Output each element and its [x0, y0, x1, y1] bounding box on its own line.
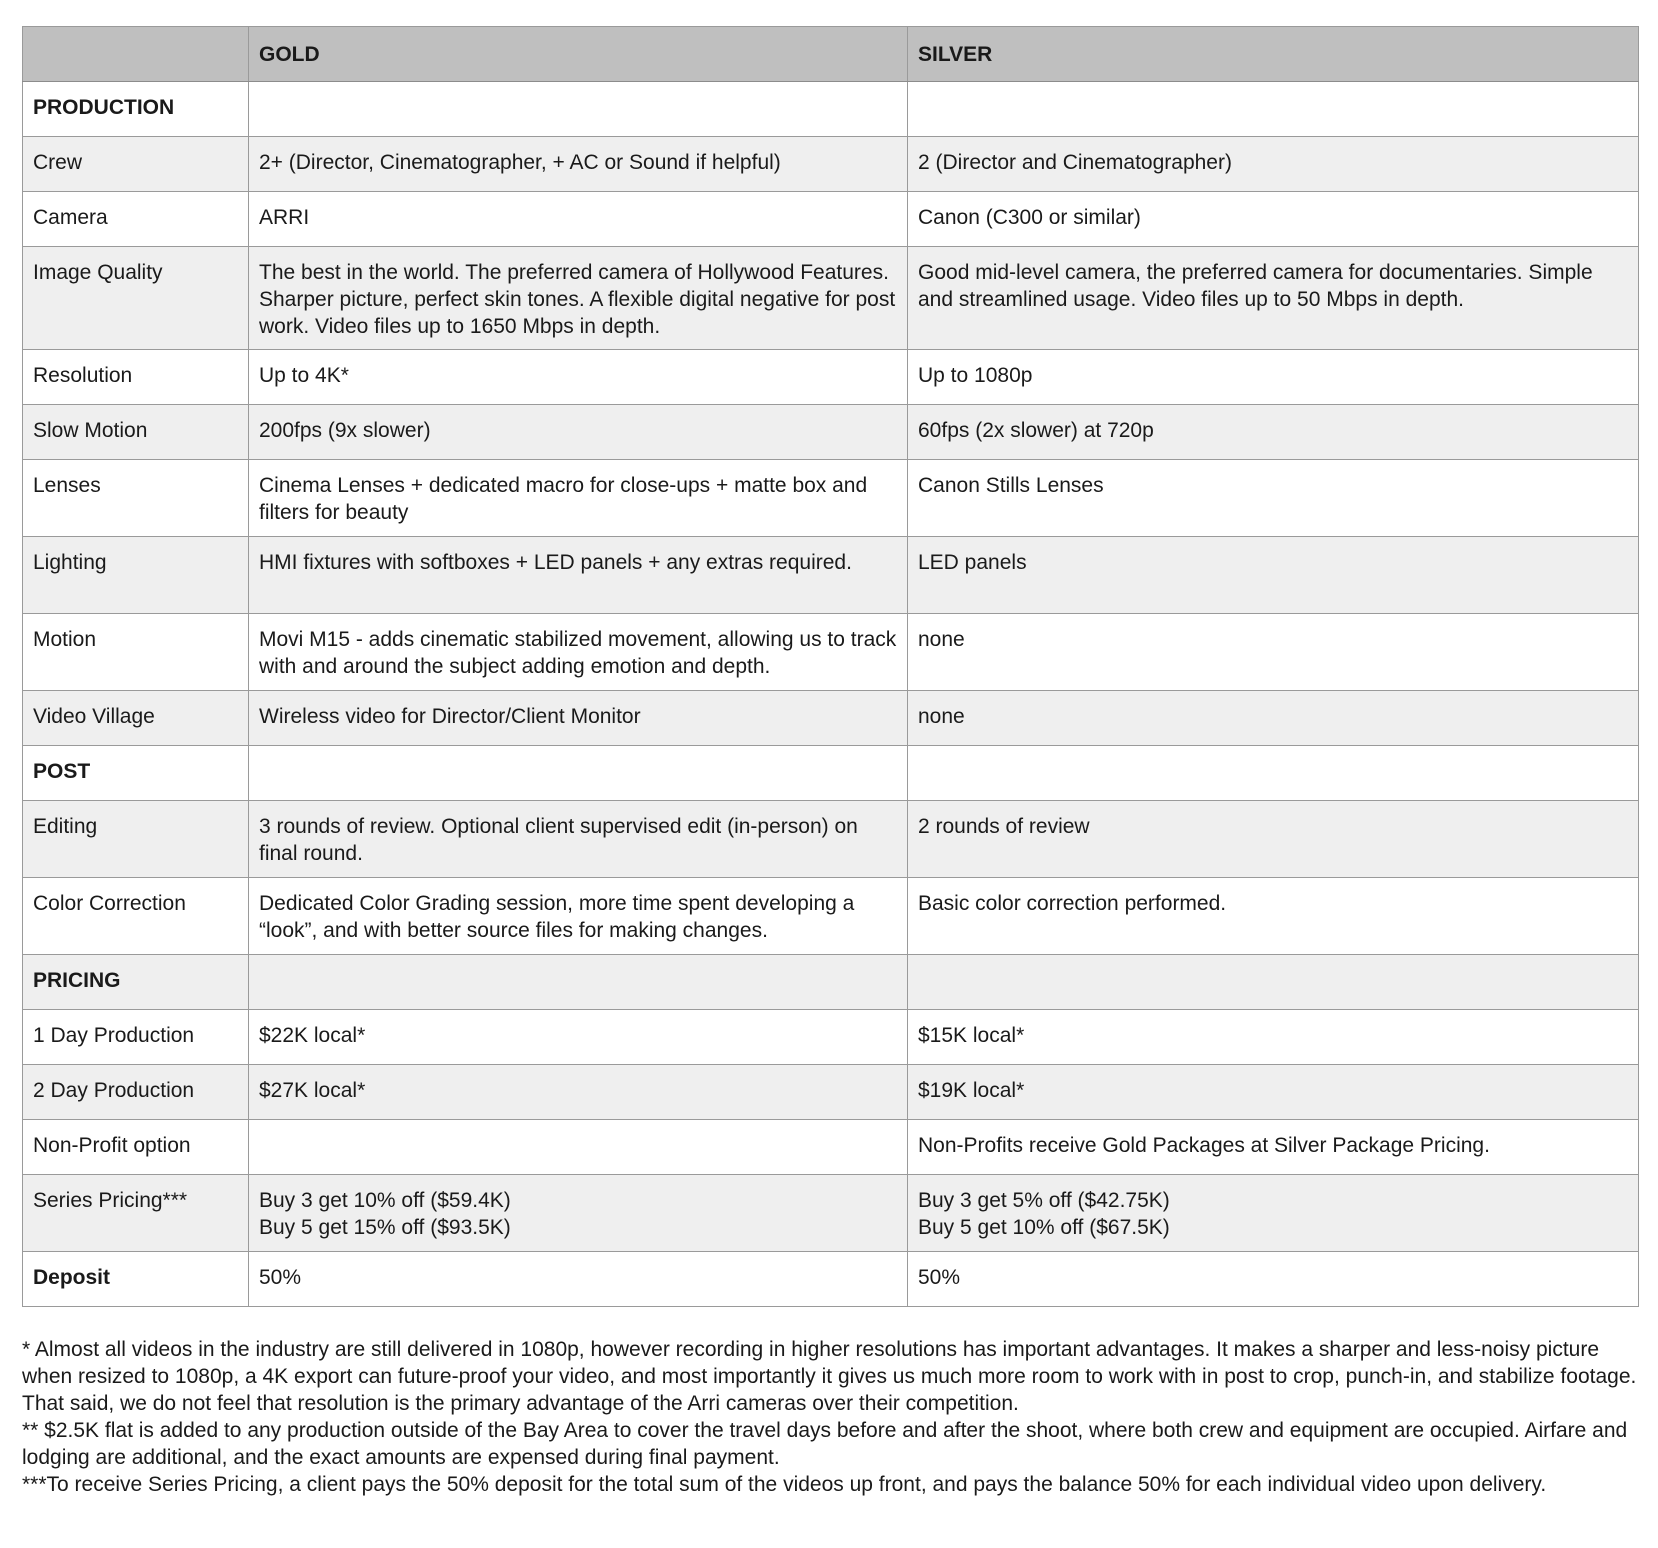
- section-label: POST: [23, 746, 249, 801]
- silver-cell: [908, 82, 1639, 137]
- silver-cell: [908, 955, 1639, 1010]
- silver-cell: Up to 1080p: [908, 350, 1639, 405]
- gold-cell: Dedicated Color Grading session, more time spent developing a “look”, and with better source files for making changes.: [249, 878, 908, 955]
- row-label: Deposit: [23, 1252, 249, 1307]
- header-corner-cell: [23, 27, 249, 82]
- footnote-travel: ** $2.5K flat is added to any production outside of the Bay Area to cover the travel days before and after the shoot, where both crew and equipment are occupied. Airfare and lodging are additional, and the exact amounts are expensed during final payment.: [22, 1419, 1628, 1469]
- gold-series-line-1: Buy 3 get 10% off ($59.4K): [259, 1189, 511, 1212]
- footnote-series-pricing: ***To receive Series Pricing, a client pays the 50% deposit for the total sum of the videos up front, and pays the balance 50% for each individual video upon delivery.: [22, 1473, 1547, 1496]
- table-row-lighting: [23, 537, 1639, 614]
- gold-cell: ARRI: [249, 192, 908, 247]
- silver-cell: none: [908, 614, 1639, 691]
- silver-cell: Good mid-level camera, the preferred camera for documentaries. Simple and streamlined usage. Video files up to 50 Mbps in depth.: [908, 247, 1639, 350]
- row-label: Image Quality: [23, 247, 249, 350]
- section-label: PRICING: [23, 955, 249, 1010]
- row-label: Slow Motion: [23, 405, 249, 460]
- table-row-resolution: [23, 350, 1639, 405]
- row-label: Crew: [23, 137, 249, 192]
- gold-cell: $22K local*: [249, 1010, 908, 1065]
- row-label: Non-Profit option: [23, 1120, 249, 1175]
- silver-cell: Basic color correction performed.: [908, 878, 1639, 955]
- gold-cell: Cinema Lenses + dedicated macro for close-ups + matte box and filters for beauty: [249, 460, 908, 537]
- silver-cell: Non-Profits receive Gold Packages at Silver Package Pricing.: [908, 1120, 1639, 1175]
- gold-cell: HMI fixtures with softboxes + LED panels + any extras required.: [249, 537, 908, 614]
- header-gold: GOLD: [249, 27, 908, 82]
- table-row-image-quality: [23, 247, 1639, 350]
- silver-cell: [908, 1175, 1639, 1252]
- silver-cell: 60fps (2x slower) at 720p: [908, 405, 1639, 460]
- table-row-video-village: [23, 691, 1639, 746]
- row-label: Color Correction: [23, 878, 249, 955]
- section-label: PRODUCTION: [23, 82, 249, 137]
- row-label: Lighting: [23, 537, 249, 614]
- silver-cell: 50%: [908, 1252, 1639, 1307]
- table-row-color-correction: [23, 878, 1639, 955]
- footnote-resolution: * Almost all videos in the industry are still delivered in 1080p, however recording in higher resolutions has important advantages. It makes a sharper and less-noisy picture when resized to 1080p, a 4K export can future-proof your video, and most importantly it gives us much more room to work with in post to crop, punch-in, and stabilize footage. That said, we do not feel that resolution is the primary advantage of the Arri cameras over their competition.: [22, 1338, 1637, 1415]
- silver-cell: $19K local*: [908, 1065, 1639, 1120]
- section-row-post: [23, 746, 1639, 801]
- table-row-motion: [23, 614, 1639, 691]
- row-label: Camera: [23, 192, 249, 247]
- table-row-camera: [23, 192, 1639, 247]
- section-row-pricing: [23, 955, 1639, 1010]
- gold-series-line-2: Buy 5 get 15% off ($93.5K): [259, 1216, 511, 1239]
- gold-cell: Movi M15 - adds cinematic stabilized movement, allowing us to track with and around the subject adding emotion and depth.: [249, 614, 908, 691]
- gold-cell: 50%: [249, 1252, 908, 1307]
- table-row-series-pricing: [23, 1175, 1639, 1252]
- silver-cell: 2 (Director and Cinematographer): [908, 137, 1639, 192]
- gold-cell: $27K local*: [249, 1065, 908, 1120]
- row-label: Lenses: [23, 460, 249, 537]
- gold-cell: Wireless video for Director/Client Monitor: [249, 691, 908, 746]
- silver-cell: $15K local*: [908, 1010, 1639, 1065]
- gold-cell: The best in the world. The preferred camera of Hollywood Features. Sharper picture, perfect skin tones. A flexible digital negative for post work. Video files up to 1650 Mbps in depth.: [249, 247, 908, 350]
- table-row-crew: [23, 137, 1639, 192]
- table-row-slow-motion: [23, 405, 1639, 460]
- silver-cell: Canon Stills Lenses: [908, 460, 1639, 537]
- header-silver: SILVER: [908, 27, 1639, 82]
- silver-cell: LED panels: [908, 537, 1639, 614]
- gold-cell: [249, 955, 908, 1010]
- silver-series-line-2: Buy 5 get 10% off ($67.5K): [918, 1216, 1170, 1239]
- table-row-non-profit-option: [23, 1120, 1639, 1175]
- gold-cell: 2+ (Director, Cinematographer, + AC or Sound if helpful): [249, 137, 908, 192]
- row-label: 2 Day Production: [23, 1065, 249, 1120]
- gold-cell: [249, 82, 908, 137]
- row-label: Video Village: [23, 691, 249, 746]
- silver-cell: Canon (C300 or similar): [908, 192, 1639, 247]
- silver-series-line-1: Buy 3 get 5% off ($42.75K): [918, 1189, 1170, 1212]
- package-comparison-table: [22, 26, 1639, 1307]
- table-row-editing: [23, 801, 1639, 878]
- silver-cell: 2 rounds of review: [908, 801, 1639, 878]
- gold-cell: Up to 4K*: [249, 350, 908, 405]
- gold-cell: [249, 1120, 908, 1175]
- table-row-deposit: [23, 1252, 1639, 1307]
- section-row-production: [23, 82, 1639, 137]
- silver-cell: [908, 746, 1639, 801]
- silver-cell: none: [908, 691, 1639, 746]
- table-row-lenses: [23, 460, 1639, 537]
- row-label: 1 Day Production: [23, 1010, 249, 1065]
- table-row-2-day-production: [23, 1065, 1639, 1120]
- gold-cell: [249, 746, 908, 801]
- gold-cell: 3 rounds of review. Optional client supervised edit (in-person) on final round.: [249, 801, 908, 878]
- row-label: Series Pricing***: [23, 1175, 249, 1252]
- table-row-1-day-production: [23, 1010, 1639, 1065]
- row-label: Editing: [23, 801, 249, 878]
- row-label: Resolution: [23, 350, 249, 405]
- gold-cell: 200fps (9x slower): [249, 405, 908, 460]
- gold-cell: [249, 1175, 908, 1252]
- row-label: Motion: [23, 614, 249, 691]
- table-header-row: [23, 27, 1639, 82]
- footnotes: [22, 1336, 1638, 1498]
